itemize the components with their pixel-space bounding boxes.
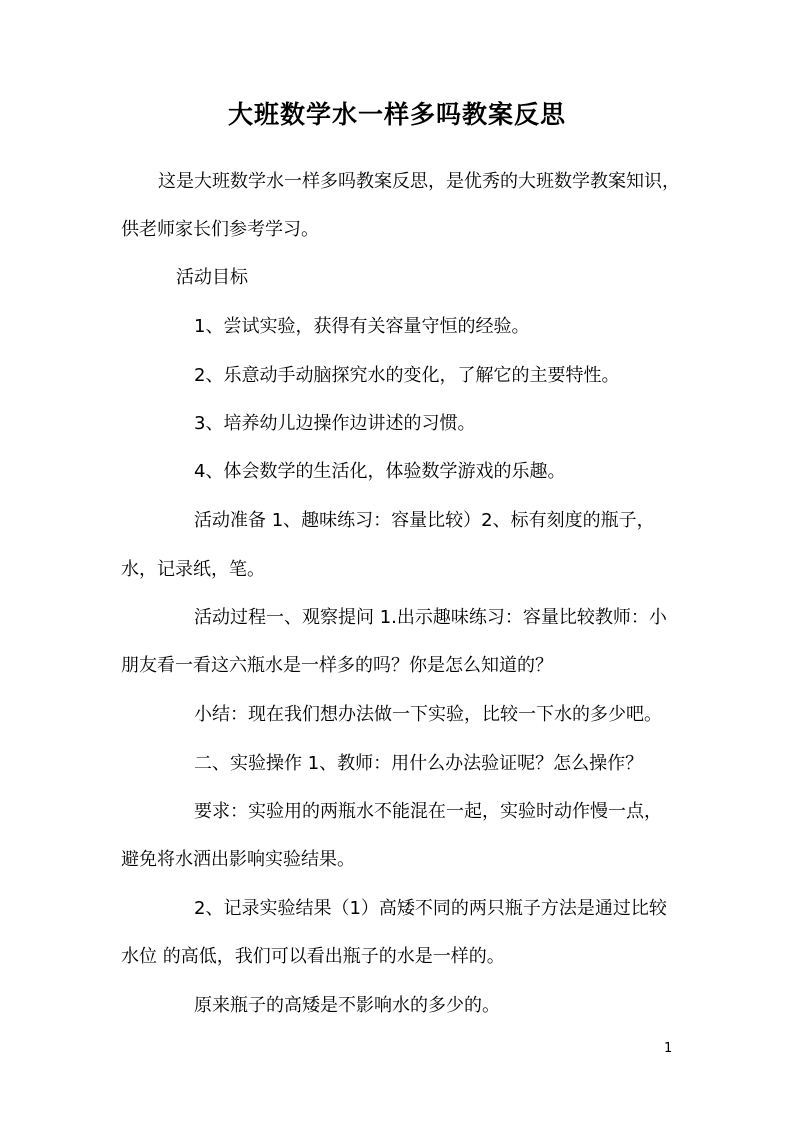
section-heading: 活动目标 xyxy=(176,267,248,288)
paragraph-line: 活动准备 1、趣味练习：容量比较）2、标有刻度的瓶子， xyxy=(194,510,655,531)
paragraph-line: 水位 的高低，我们可以看出瓶子的水是一样的。 xyxy=(121,946,505,967)
paragraph-line: 2、记录实验结果（1）高矮不同的两只瓶子方法是通过比较 xyxy=(194,898,667,919)
paragraph-line: 3、培养幼儿边操作边讲述的习惯。 xyxy=(194,413,476,434)
paragraph-line: 原来瓶子的高矮是不影响水的多少的。 xyxy=(194,995,500,1016)
document-title: 大班数学水一样多吗教案反思 xyxy=(227,100,566,129)
paragraph-line: 4、体会数学的生活化，体验数学游戏的乐趣。 xyxy=(194,461,566,482)
paragraph-line: 二、实验操作 1、教师：用什么办法验证呢？怎么操作？ xyxy=(194,753,644,774)
paragraph-line: 小结：现在我们想办法做一下实验，比较一下水的多少吧。 xyxy=(194,704,662,725)
paragraph-line: 朋友看一看这六瓶水是一样多的吗？你是怎么知道的？ xyxy=(121,655,553,676)
paragraph-line: 2、乐意动手动脑探究水的变化，了解它的主要特性。 xyxy=(194,365,620,386)
paragraph-line: 供老师家长们参考学习。 xyxy=(121,219,319,240)
paragraph-line: 活动过程一、观察提问 1.出示趣味练习：容量比较教师：小 xyxy=(194,607,667,628)
paragraph-line: 避免将水洒出影响实验结果。 xyxy=(121,849,355,870)
paragraph-line: 1、尝试实验，获得有关容量守恒的经验。 xyxy=(194,316,530,337)
paragraph-line: 这是大班数学水一样多吗教案反思，是优秀的大班数学教案知识， xyxy=(158,171,680,192)
paragraph-line: 水，记录纸，笔。 xyxy=(121,559,265,580)
paragraph-line: 要求：实验用的两瓶水不能混在一起，实验时动作慢一点， xyxy=(194,801,662,822)
page-number: 1 xyxy=(664,1041,673,1056)
